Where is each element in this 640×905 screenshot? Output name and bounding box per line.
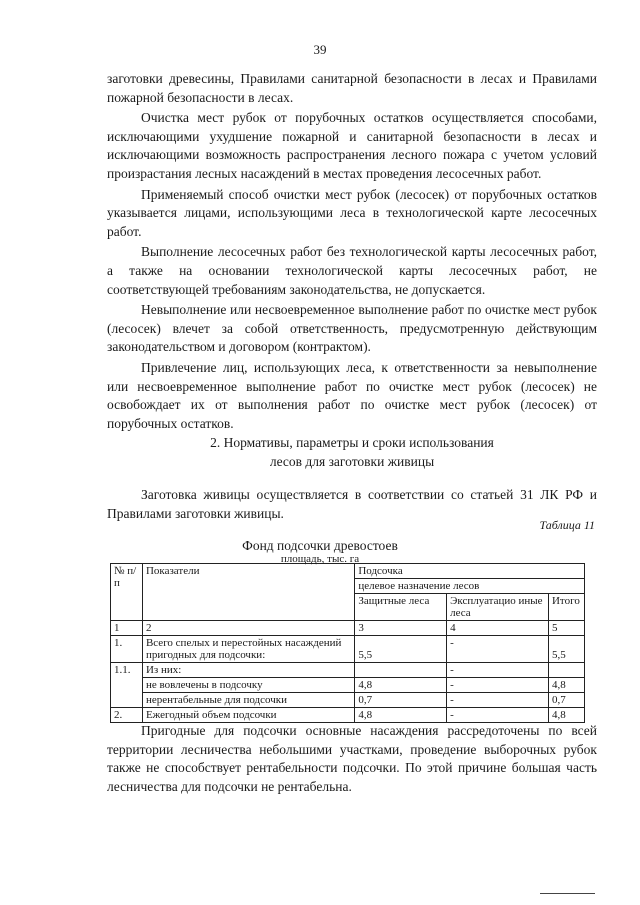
- closing-paragraph: Пригодные для подсочки основные насаждения рассредоточены по всей территории лесничества небольшими участками, проведение выборочных рубок также не способствует рентабельности подсочки. По этой причине большая часть лесничества для подсочки не рентабельна.: [107, 723, 597, 794]
- table-row: [111, 636, 585, 663]
- body-text: [107, 70, 597, 435]
- header-cell: Эксплуатацио иные леса: [447, 594, 549, 621]
- tapping-fund-table: [110, 563, 585, 723]
- header-cell: Защитные леса: [355, 594, 447, 621]
- table-row: [111, 663, 585, 678]
- table-cell: 2: [142, 621, 354, 636]
- table-cell: -: [447, 708, 549, 723]
- paragraph: заготовки древесины, Правилами санитарной безопасности в лесах и Правилами пожарной безопасности в лесах.: [107, 71, 597, 105]
- table-cell: 0,7: [548, 693, 584, 708]
- paragraph: Невыполнение или несвоевременное выполнение работ по очистке мест рубок (лесосек) влечет за собой ответственность, предусмотренную действующим законодательством и договором (контрактом).: [107, 302, 597, 355]
- page-number: 39: [313, 42, 327, 57]
- table-cell: 4,8: [355, 678, 447, 693]
- table-cell: 1.1.: [111, 663, 143, 708]
- table-subtitle: площадь, тыс. га: [280, 553, 360, 565]
- section-heading-line: 2. Нормативы, параметры и сроки использования: [210, 435, 494, 450]
- paragraph: Выполнение лесосечных работ без технологической карты лесосечных работ, а также на основании технологической карты лесосечных работ, не соответствующей требованиям законодательства, не допускается.: [107, 244, 597, 297]
- table-cell: 0,7: [355, 693, 447, 708]
- header-cell: № п/п: [111, 564, 143, 621]
- paragraph: Применяемый способ очистки мест рубок (лесосек) от порубочных остатков указывается лицами, использующими леса в технологической карте лесосечных работ.: [107, 186, 597, 239]
- section-heading-line: лесов для заготовки живицы: [269, 453, 435, 469]
- table-cell: 4: [447, 621, 549, 636]
- header-cell: Итого: [548, 594, 584, 621]
- paragraph: Привлечение лиц, использующих леса, к ответственности за невыполнение или несвоевременное выполнение работ по очистке мест рубок (лесосек) не освобождает их от выполнения работ по очистке мест рубок (лесосек) от порубочных остатков.: [107, 359, 597, 431]
- table-cell: 5,5: [548, 636, 584, 663]
- header-cell: Показатели: [142, 564, 354, 621]
- table-cell: 4,8: [548, 708, 584, 723]
- table-cell: нерентабельные для подсочки: [142, 693, 354, 708]
- section-heading: [107, 434, 597, 471]
- table-cell: 1.: [111, 636, 143, 663]
- header-cell: целевое назначение лесов: [355, 579, 585, 594]
- table-cell: [548, 663, 584, 678]
- table-cell: 5: [548, 621, 584, 636]
- table-title: Фонд подсочки древостоев: [242, 538, 398, 553]
- footer-rule: [540, 893, 595, 894]
- table-cell: 5,5: [355, 636, 447, 663]
- table-row: [111, 693, 585, 708]
- table-cell: 4,8: [548, 678, 584, 693]
- table-cell: -: [447, 663, 549, 678]
- table-header-row: [111, 564, 585, 579]
- table-cell: [355, 663, 447, 678]
- table-cell: 1: [111, 621, 143, 636]
- table-cell: Всего спелых и перестойных насаждений пригодных для подсочки:: [142, 636, 354, 663]
- table-row: [111, 708, 585, 723]
- table-cell: -: [447, 678, 549, 693]
- table-cell: 4,8: [355, 708, 447, 723]
- lead-paragraph: Заготовка живицы осуществляется в соответствии со статьей 31 ЛК РФ и Правилами заготовки живицы.: [107, 487, 597, 521]
- paragraph: Очистка мест рубок от порубочных остатков осуществляется способами, исключающими ухудшение пожарной и санитарной безопасности в лесах и исключающими возможность распространения лесного пожара с учетом условий произрастания лесных насаждений в местах проведения лесосечных работ.: [107, 110, 597, 181]
- table-cell: Ежегодный объем подсочки: [142, 708, 354, 723]
- table-cell: 3: [355, 621, 447, 636]
- table-cell: Из них:: [142, 663, 354, 678]
- table-cell: 2.: [111, 708, 143, 723]
- table-index-row: [111, 621, 585, 636]
- header-cell: Подсочка: [355, 564, 585, 579]
- table-label: Таблица 11: [539, 518, 595, 532]
- table-cell: -: [447, 693, 549, 708]
- table-row: [111, 678, 585, 693]
- table-cell: -: [447, 636, 549, 663]
- table-cell: не вовлечены в подсочку: [142, 678, 354, 693]
